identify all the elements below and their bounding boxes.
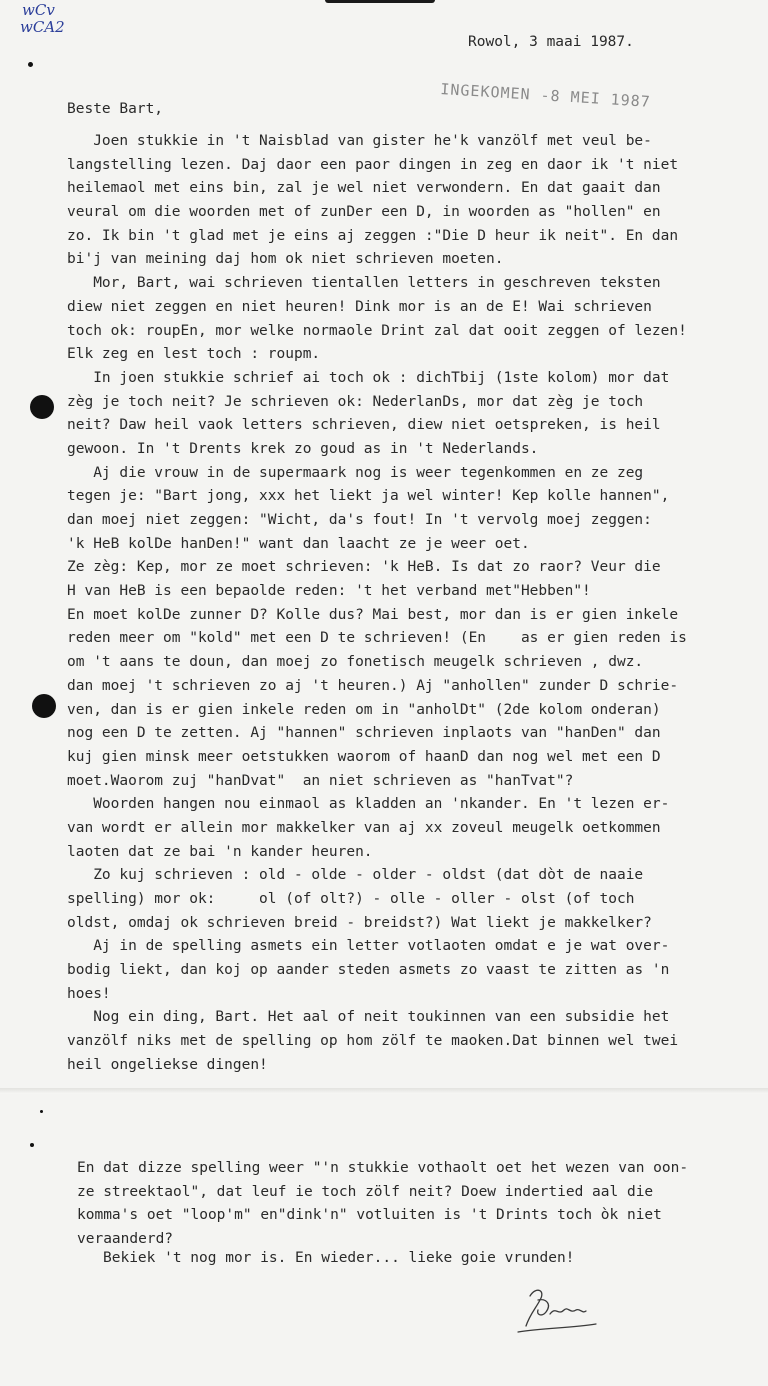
text-line: zo. Ik bin 't glad met je eins aj zeggen :"Die D heur ik neit". En dan [67,227,679,244]
text-line: laoten dat ze bai 'n kander heuren. [67,843,373,860]
ink-speck [30,1143,34,1147]
text-line: Aj die vrouw in de supermaark nog is weer tegenkommen en ze zeg [67,464,644,481]
text-line: kuj gien minsk meer oetstukken waorom of haanD dan nog wel met een D [67,748,661,765]
margin-note-line: wCA2 [20,18,65,36]
top-edge-mark [325,0,435,3]
text-line: heilemaol met eins bin, zal je wel niet verwondern. En dat gaait dan [67,180,661,197]
text-line: neit? Daw heil vaok letters schrieven, diew niet oetspreken, is heil [67,417,661,434]
sheet-break [0,1088,768,1094]
text-line: bodig liekt, dan koj op aander steden asmets zo vaast te zitten as 'n [67,962,670,979]
text-line: Zo kuj schrieven : old - olde - older - oldst (dat dòt de naaie [67,867,644,884]
closing-line: Bekiek 't nog mor is. En wieder... lieke goie vrunden! [103,1250,575,1266]
text-line: langstelling lezen. Daj daor een paor dingen in zeg en daor ik 't niet [67,156,679,173]
text-line: Nog ein ding, Bart. Het aal of neit toukinnen van een subsidie het [67,1009,670,1026]
text-line: nog een D te zetten. Aj "hannen" schrieven inplaots van "hanDen" dan [67,725,661,742]
text-line: diew niet zeggen en niet heuren! Dink mor is an de E! Wai schrieven [67,298,652,315]
text-line: van wordt er allein mor makkelker van aj xx zoveul meugelk oetkommen [67,819,661,836]
text-line: heil ongeliekse dingen! [67,1056,268,1073]
text-line: reden meer om "kold" met een D te schrieven! (En as er gien reden is [67,630,687,647]
place-date: Rowol, 3 maai 1987. [468,34,634,50]
text-line: Elk zeg en lest toch : roupm. [67,346,321,363]
text-line: ven, dan is er gien inkele reden om in "anholDt" (2de kolom onderan) [67,701,661,718]
text-line: H van HeB is een bepaolde reden: 't het verband met"Hebben"! [67,583,591,600]
text-line: En moet kolDe zunner D? Kolle dus? Mai best, mor dan is er gien inkele [67,606,679,623]
text-line: toch ok: roupEn, mor welke normaole Drint zal dat ooit zeggen of lezen! [67,322,687,339]
letter-body-page-1 [67,130,747,1078]
text-line: 'k HeB kolDe hanDen!" want dan laacht ze je weer oet. [67,535,530,552]
text-line: veural om die woorden met of zunDer een D, in woorden as "hollen" en [67,204,661,221]
text-line: dan moej 't schrieven zo aj 't heuren.) Aj "anhollen" zunder D schrie- [67,677,679,694]
text-line: oldst, omdaj ok schrieven breid - breidst?) Wat liekt je makkelker? [67,914,652,931]
text-line: En dat dizze spelling weer "'n stukkie vothaolt oet het wezen van oon- [77,1160,689,1176]
handwritten-signature [512,1284,602,1340]
text-line: komma's oet "loop'm" en"dink'n" votluiten is 't Drints toch òk niet [77,1207,662,1224]
salutation: Beste Bart, [67,101,164,117]
text-line: gewoon. In 't Drents krek zo goud as in 't Nederlands. [67,440,539,457]
text-line: veraanderd? [77,1231,174,1248]
received-stamp: INGEKOMEN -8 MEI 1987 [439,80,652,111]
text-line: ze streektaol", dat leuf ie toch zölf neit? Doew indertied aal die [77,1183,654,1200]
punch-hole [32,694,56,718]
handwritten-margin-note [22,2,65,36]
text-line: Ze zèg: Kep, mor ze moet schrieven: 'k HeB. Is dat zo raor? Veur die [67,559,661,576]
punch-hole [30,395,54,419]
text-line: dan moej niet zeggen: "Wicht, da's fout! In 't vervolg moej zeggen: [67,512,652,528]
ink-speck [40,1110,43,1113]
text-line: zèg je toch neit? Je schrieven ok: NederlanDs, mor dat zèg je toch [67,393,644,410]
text-line: hoes! [67,985,111,1002]
text-line: Mor, Bart, wai schrieven tientallen letters in geschreven teksten [67,275,661,292]
ink-speck [28,62,33,67]
text-line: bi'j van meining daj hom ok niet schrieven moeten. [67,251,504,268]
text-line: spelling) mor ok: ol (of olt?) - olle - oller - olst (of toch [67,891,635,907]
text-line: Joen stukkie in 't Naisblad van gister he'k vanzölf met veul be- [67,133,652,149]
letter-body-page-2 [77,1157,747,1252]
text-line: vanzölf niks met de spelling op hom zölf te maoken.Dat binnen wel twei [67,1033,679,1050]
text-line: Woorden hangen nou einmaol as kladden an 'nkander. En 't lezen er- [67,796,670,813]
margin-note-line: wCv [22,1,55,19]
text-line: om 't aans te doun, dan moej zo fonetisch meugelk schrieven , dwz. [67,654,644,671]
text-line: Aj in de spelling asmets ein letter votlaoten omdat e je wat over- [67,938,670,955]
text-line: tegen je: "Bart jong, xxx het liekt ja wel winter! Kep kolle hannen", [67,488,670,505]
text-line: moet.Waorom zuj "hanDvat" an niet schrieven as "hanTvat"? [67,772,574,789]
text-line: In joen stukkie schrief ai toch ok : dichTbij (1ste kolom) mor dat [67,369,670,386]
